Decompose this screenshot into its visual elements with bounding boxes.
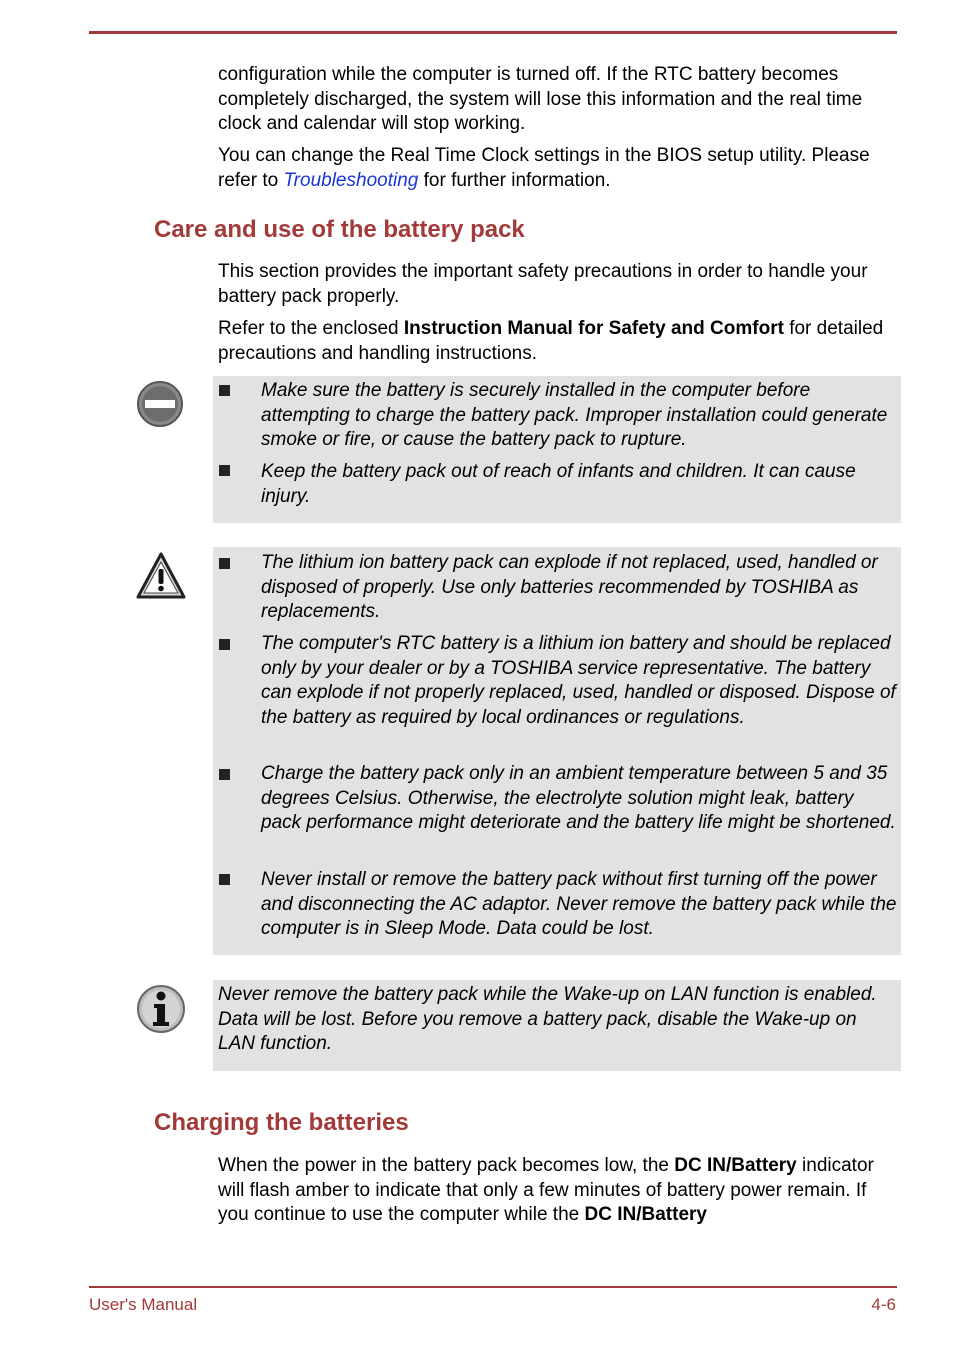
warning-item-2: The computer's RTC battery is a lithium ion battery and should be replaced only by your dealer or by a TOSHIBA service representative. The battery can explode if not properly replaced, used, handled or disposed. Dispose of the battery as required by local ordinances or regulations. (261, 633, 896, 728)
care-paragraph-1: This section provides the important safety precautions in order to handle your battery pack properly. (218, 261, 868, 307)
warning-item-4: Never install or remove the battery pack without first turning off the power and disconnecting the AC adaptor. Never remove the battery pack while the computer is in Sleep Mode. Data could be lost. (261, 869, 897, 939)
page-number: 4-6 (871, 1295, 896, 1314)
footer-title: User's Manual (89, 1295, 198, 1314)
no-entry-icon (136, 379, 186, 429)
header-rule (89, 31, 897, 34)
charging-paragraph: When the power in the battery pack becomes low, the DC IN/Battery indicator will flash amber to indicate that only a few minutes of battery power remain. If you continue to use the computer while the DC IN/Battery (218, 1155, 874, 1225)
intro-paragraph-1: configuration while the computer is turned off. If the RTC battery becomes completely discharged, the system will lose this information and the real time clock and calendar will stop working. (218, 64, 863, 134)
warning-item-3: Charge the battery pack only in an ambient temperature between 5 and 35 degrees Celsius. Otherwise, the electrolyte solution might leak, battery pack performance might deteriorate and the battery life might be shortened. (261, 763, 896, 833)
danger-item-1: Make sure the battery is securely installed in the computer before attempting to charge the battery pack. Improper installation could generate smoke or fire, or cause the battery pack to rupture. (261, 380, 888, 450)
bullet (219, 385, 230, 396)
troubleshooting-link[interactable]: Troubleshooting (283, 169, 419, 191)
danger-item-2: Keep the battery pack out of reach of infants and children. It can cause injury. (261, 461, 856, 507)
footer-rule (89, 1286, 897, 1288)
section-heading-care: Care and use of the battery pack (154, 216, 525, 243)
bullet (219, 558, 230, 569)
bullet (219, 639, 230, 650)
info-icon (136, 984, 186, 1034)
warning-triangle-icon (136, 551, 186, 601)
info-callout (213, 980, 901, 1071)
bullet (219, 874, 230, 885)
care-paragraph-2: Refer to the enclosed Instruction Manual for Safety and Comfort for detailed precautions and handling instructions. (218, 318, 884, 364)
bullet (219, 465, 230, 476)
warning-callout (213, 547, 901, 955)
danger-callout (213, 376, 901, 523)
bullet (219, 769, 230, 780)
warning-item-1: The lithium ion battery pack can explode if not replaced, used, handled or disposed of properly. Use only batteries recommended by TOSHIBA as replacements. (261, 552, 878, 622)
intro-paragraph-2: You can change the Real Time Clock settings in the BIOS setup utility. Please refer to Troubleshooting for further information. (218, 145, 870, 191)
section-heading-charging: Charging the batteries (154, 1109, 409, 1136)
info-text: Never remove the battery pack while the Wake-up on LAN function is enabled. Data will be lost. Before you remove a battery pack, disable the Wake-up on LAN function. (218, 984, 877, 1054)
